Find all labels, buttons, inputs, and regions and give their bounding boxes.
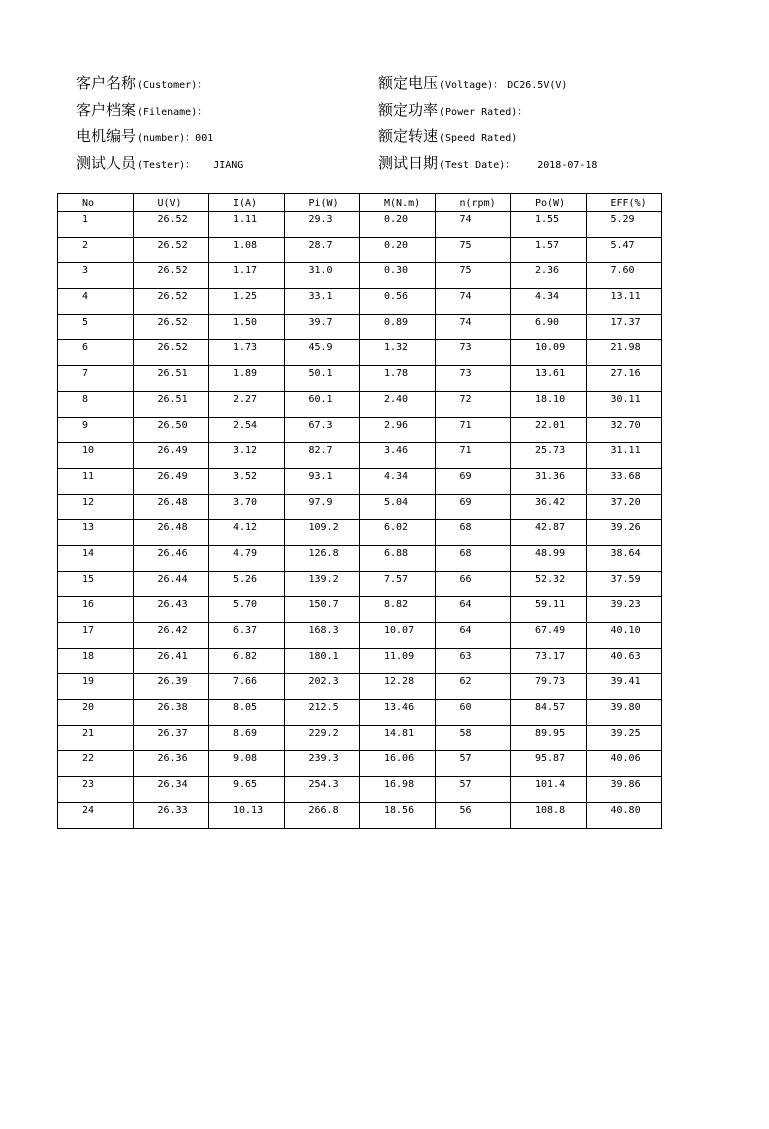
table-cell: 10.09 xyxy=(511,340,587,366)
table-cell: 26.52 xyxy=(133,289,209,315)
column-header: Pi(W) xyxy=(284,194,360,212)
table-row xyxy=(58,340,662,366)
table-row xyxy=(58,289,662,315)
table-cell: 26.51 xyxy=(133,366,209,392)
table-cell: 57 xyxy=(435,777,511,803)
table-cell: 37.20 xyxy=(586,494,662,520)
table-cell: 13.46 xyxy=(360,700,436,726)
table-row xyxy=(58,314,662,340)
table-cell: 26.42 xyxy=(133,623,209,649)
table-cell: 11.09 xyxy=(360,648,436,674)
table-cell: 150.7 xyxy=(284,597,360,623)
table-cell: 28.7 xyxy=(284,237,360,263)
test-info-header xyxy=(76,72,716,178)
table-row xyxy=(58,417,662,443)
table-cell: 5 xyxy=(58,314,134,340)
table-cell: 5.70 xyxy=(209,597,285,623)
table-cell: 50.1 xyxy=(284,366,360,392)
table-cell: 20 xyxy=(58,700,134,726)
table-cell: 126.8 xyxy=(284,545,360,571)
table-cell: 5.26 xyxy=(209,571,285,597)
table-cell: 6.02 xyxy=(360,520,436,546)
table-cell: 18.56 xyxy=(360,802,436,828)
table-cell: 7.66 xyxy=(209,674,285,700)
table-cell: 60 xyxy=(435,700,511,726)
table-cell: 26.44 xyxy=(133,571,209,597)
table-cell: 31.36 xyxy=(511,468,587,494)
table-cell: 5.29 xyxy=(586,212,662,238)
table-row xyxy=(58,777,662,803)
table-cell: 82.7 xyxy=(284,443,360,469)
table-cell: 16 xyxy=(58,597,134,623)
table-cell: 26.41 xyxy=(133,648,209,674)
table-cell: 5.04 xyxy=(360,494,436,520)
table-cell: 2.27 xyxy=(209,391,285,417)
table-cell: 212.5 xyxy=(284,700,360,726)
table-cell: 67.3 xyxy=(284,417,360,443)
table-cell: 2.36 xyxy=(511,263,587,289)
table-cell: 60.1 xyxy=(284,391,360,417)
table-cell: 26.46 xyxy=(133,545,209,571)
table-cell: 2 xyxy=(58,237,134,263)
power-field xyxy=(378,99,531,120)
table-cell: 0.56 xyxy=(360,289,436,315)
table-row xyxy=(58,237,662,263)
table-cell: 33.68 xyxy=(586,468,662,494)
table-cell: 39.26 xyxy=(586,520,662,546)
table-cell: 39.25 xyxy=(586,725,662,751)
table-cell: 26.48 xyxy=(133,494,209,520)
table-cell: 40.63 xyxy=(586,648,662,674)
table-cell: 63 xyxy=(435,648,511,674)
table-cell: 1.11 xyxy=(209,212,285,238)
table-cell: 229.2 xyxy=(284,725,360,751)
table-row xyxy=(58,520,662,546)
date-value: 2018-07-18 xyxy=(537,159,598,171)
table-cell: 26.39 xyxy=(133,674,209,700)
table-row xyxy=(58,751,662,777)
table-cell: 14 xyxy=(58,545,134,571)
table-cell: 31.11 xyxy=(586,443,662,469)
table-cell: 73 xyxy=(435,366,511,392)
table-cell: 93.1 xyxy=(284,468,360,494)
table-cell: 75 xyxy=(435,263,511,289)
table-cell: 58 xyxy=(435,725,511,751)
motor-test-table xyxy=(57,193,662,829)
table-cell: 95.87 xyxy=(511,751,587,777)
table-cell: 45.9 xyxy=(284,340,360,366)
info-row-2 xyxy=(76,99,716,126)
table-cell: 109.2 xyxy=(284,520,360,546)
table-cell: 26.37 xyxy=(133,725,209,751)
column-header: I(A) xyxy=(209,194,285,212)
table-cell: 1.50 xyxy=(209,314,285,340)
table-cell: 1.17 xyxy=(209,263,285,289)
table-cell: 24 xyxy=(58,802,134,828)
table-cell: 1.25 xyxy=(209,289,285,315)
table-cell: 16.06 xyxy=(360,751,436,777)
table-cell: 6 xyxy=(58,340,134,366)
table-cell: 27.16 xyxy=(586,366,662,392)
table-cell: 101.4 xyxy=(511,777,587,803)
table-cell: 97.9 xyxy=(284,494,360,520)
voltage-value: DC26.5V(V) xyxy=(507,80,568,91)
table-cell: 26.52 xyxy=(133,314,209,340)
speed-label-en: (Speed Rated) xyxy=(439,133,518,144)
table-cell: 266.8 xyxy=(284,802,360,828)
table-row xyxy=(58,366,662,392)
table-cell: 52.32 xyxy=(511,571,587,597)
table-cell: 21.98 xyxy=(586,340,662,366)
table-cell: 0.20 xyxy=(360,237,436,263)
table-cell: 17.37 xyxy=(586,314,662,340)
table-cell: 71 xyxy=(435,417,511,443)
column-header: No xyxy=(58,194,134,212)
table-cell: 26.49 xyxy=(133,443,209,469)
table-cell: 39.86 xyxy=(586,777,662,803)
table-cell: 0.20 xyxy=(360,212,436,238)
table-cell: 7.57 xyxy=(360,571,436,597)
table-cell: 1.78 xyxy=(360,366,436,392)
customer-label-en: (Customer)： xyxy=(137,80,208,91)
voltage-label: 额定电压 xyxy=(378,74,439,92)
info-row-1 xyxy=(76,72,716,99)
table-cell: 13.11 xyxy=(586,289,662,315)
filename-field xyxy=(76,99,211,120)
table-cell: 37.59 xyxy=(586,571,662,597)
table-cell: 10.07 xyxy=(360,623,436,649)
table-cell: 64 xyxy=(435,623,511,649)
table-cell: 36.42 xyxy=(511,494,587,520)
table-cell: 4 xyxy=(58,289,134,315)
info-row-3 xyxy=(76,125,716,152)
table-cell: 1.32 xyxy=(360,340,436,366)
number-label-en: (number)：001 xyxy=(137,133,214,144)
table-cell: 26.52 xyxy=(133,212,209,238)
table-cell: 168.3 xyxy=(284,623,360,649)
table-cell: 26.43 xyxy=(133,597,209,623)
tester-field xyxy=(76,152,243,173)
table-cell: 26.48 xyxy=(133,520,209,546)
table-cell: 26.49 xyxy=(133,468,209,494)
table-row xyxy=(58,597,662,623)
table-cell: 1.89 xyxy=(209,366,285,392)
table-cell: 26.50 xyxy=(133,417,209,443)
voltage-field xyxy=(378,72,567,93)
table-cell: 31.0 xyxy=(284,263,360,289)
table-cell: 3.46 xyxy=(360,443,436,469)
table-cell: 26.36 xyxy=(133,751,209,777)
column-header: U(V) xyxy=(133,194,209,212)
column-header: EFF(%) xyxy=(586,194,662,212)
table-cell: 1.55 xyxy=(511,212,587,238)
table-cell: 17 xyxy=(58,623,134,649)
table-cell: 40.10 xyxy=(586,623,662,649)
table-row xyxy=(58,494,662,520)
power-label-en: (Power Rated)： xyxy=(439,106,528,118)
filename-label-en: (Filename)： xyxy=(137,106,208,118)
table-cell: 25.73 xyxy=(511,443,587,469)
table-cell: 13.61 xyxy=(511,366,587,392)
date-label-en: (Test Date)： xyxy=(439,159,516,171)
date-label: 测试日期 xyxy=(378,153,439,172)
table-cell: 9.08 xyxy=(209,751,285,777)
table-cell: 33.1 xyxy=(284,289,360,315)
table-cell: 2.40 xyxy=(360,391,436,417)
table-cell: 39.41 xyxy=(586,674,662,700)
table-cell: 39.23 xyxy=(586,597,662,623)
table-row xyxy=(58,648,662,674)
table-cell: 40.80 xyxy=(586,802,662,828)
voltage-label-en: (Voltage)： xyxy=(439,80,504,91)
table-cell: 3.12 xyxy=(209,443,285,469)
table-cell: 13 xyxy=(58,520,134,546)
table-cell: 74 xyxy=(435,314,511,340)
table-row xyxy=(58,571,662,597)
tester-label-en: (Tester)： xyxy=(137,159,196,171)
table-cell: 67.49 xyxy=(511,623,587,649)
table-cell: 0.89 xyxy=(360,314,436,340)
table-cell: 56 xyxy=(435,802,511,828)
table-cell: 202.3 xyxy=(284,674,360,700)
table-cell: 4.34 xyxy=(511,289,587,315)
table-cell: 68 xyxy=(435,545,511,571)
table-row xyxy=(58,674,662,700)
table-cell: 5.47 xyxy=(586,237,662,263)
table-cell: 26.38 xyxy=(133,700,209,726)
table-cell: 89.95 xyxy=(511,725,587,751)
column-header: n(rpm) xyxy=(435,194,511,212)
table-cell: 4.34 xyxy=(360,468,436,494)
table-cell: 1.73 xyxy=(209,340,285,366)
table-cell: 26.51 xyxy=(133,391,209,417)
table-cell: 62 xyxy=(435,674,511,700)
table-cell: 18 xyxy=(58,648,134,674)
table-cell: 21 xyxy=(58,725,134,751)
table-cell: 73 xyxy=(435,340,511,366)
table-cell: 39.80 xyxy=(586,700,662,726)
table-cell: 1.08 xyxy=(209,237,285,263)
column-header: Po(W) xyxy=(511,194,587,212)
table-header-row xyxy=(58,194,662,212)
table-cell: 12.28 xyxy=(360,674,436,700)
table-cell: 26.34 xyxy=(133,777,209,803)
date-field xyxy=(378,152,597,173)
table-cell: 254.3 xyxy=(284,777,360,803)
table-cell: 1.57 xyxy=(511,237,587,263)
tester-label: 测试人员 xyxy=(76,153,137,172)
power-label: 额定功率 xyxy=(378,100,439,119)
table-body xyxy=(58,212,662,829)
table-cell: 12 xyxy=(58,494,134,520)
table-cell: 26.52 xyxy=(133,263,209,289)
table-cell: 23 xyxy=(58,777,134,803)
table-row xyxy=(58,468,662,494)
table-cell: 19 xyxy=(58,674,134,700)
table-cell: 71 xyxy=(435,443,511,469)
column-header: M(N.m) xyxy=(360,194,436,212)
table-cell: 180.1 xyxy=(284,648,360,674)
table-cell: 79.73 xyxy=(511,674,587,700)
number-field xyxy=(76,125,217,146)
table-cell: 2.96 xyxy=(360,417,436,443)
table-cell: 69 xyxy=(435,494,511,520)
table-cell: 1 xyxy=(58,212,134,238)
tester-value: JIANG xyxy=(213,159,244,171)
table-cell: 108.8 xyxy=(511,802,587,828)
table-row xyxy=(58,263,662,289)
table-cell: 22 xyxy=(58,751,134,777)
number-label: 电机编号 xyxy=(76,127,137,145)
table-cell: 64 xyxy=(435,597,511,623)
speed-label: 额定转速 xyxy=(378,127,439,145)
table-cell: 8.05 xyxy=(209,700,285,726)
table-cell: 57 xyxy=(435,751,511,777)
customer-field xyxy=(76,72,211,93)
table-cell: 42.87 xyxy=(511,520,587,546)
table-cell: 9.65 xyxy=(209,777,285,803)
table-cell: 39.7 xyxy=(284,314,360,340)
customer-label: 客户名称 xyxy=(76,74,137,92)
table-cell: 3.70 xyxy=(209,494,285,520)
table-row xyxy=(58,391,662,417)
table-cell: 29.3 xyxy=(284,212,360,238)
table-cell: 26.52 xyxy=(133,340,209,366)
table-cell: 4.79 xyxy=(209,545,285,571)
table-cell: 6.88 xyxy=(360,545,436,571)
table-cell: 14.81 xyxy=(360,725,436,751)
table-cell: 68 xyxy=(435,520,511,546)
table-cell: 84.57 xyxy=(511,700,587,726)
table-cell: 22.01 xyxy=(511,417,587,443)
table-cell: 16.98 xyxy=(360,777,436,803)
table-cell: 3.52 xyxy=(209,468,285,494)
table-cell: 75 xyxy=(435,237,511,263)
table-cell: 10.13 xyxy=(209,802,285,828)
table-cell: 7 xyxy=(58,366,134,392)
table-cell: 72 xyxy=(435,391,511,417)
info-row-4 xyxy=(76,152,716,179)
table-cell: 73.17 xyxy=(511,648,587,674)
table-cell: 32.70 xyxy=(586,417,662,443)
table-cell: 9 xyxy=(58,417,134,443)
table-row xyxy=(58,545,662,571)
table-row xyxy=(58,212,662,238)
table-row xyxy=(58,725,662,751)
table-cell: 6.90 xyxy=(511,314,587,340)
table-cell: 26.52 xyxy=(133,237,209,263)
table-cell: 239.3 xyxy=(284,751,360,777)
table-cell: 8 xyxy=(58,391,134,417)
table-cell: 7.60 xyxy=(586,263,662,289)
table-cell: 8.69 xyxy=(209,725,285,751)
filename-label: 客户档案 xyxy=(76,100,137,119)
table-cell: 4.12 xyxy=(209,520,285,546)
table-cell: 8.82 xyxy=(360,597,436,623)
table-row xyxy=(58,443,662,469)
table-cell: 59.11 xyxy=(511,597,587,623)
table-cell: 26.33 xyxy=(133,802,209,828)
table-cell: 74 xyxy=(435,212,511,238)
speed-field xyxy=(378,125,521,146)
table-row xyxy=(58,623,662,649)
table-cell: 11 xyxy=(58,468,134,494)
table-cell: 48.99 xyxy=(511,545,587,571)
table-cell: 40.06 xyxy=(586,751,662,777)
table-cell: 18.10 xyxy=(511,391,587,417)
table-row xyxy=(58,700,662,726)
table-cell: 10 xyxy=(58,443,134,469)
table-cell: 0.30 xyxy=(360,263,436,289)
table-cell: 38.64 xyxy=(586,545,662,571)
table-cell: 69 xyxy=(435,468,511,494)
table-cell: 74 xyxy=(435,289,511,315)
table-row xyxy=(58,802,662,828)
table-cell: 6.37 xyxy=(209,623,285,649)
table-cell: 2.54 xyxy=(209,417,285,443)
table-cell: 30.11 xyxy=(586,391,662,417)
table-cell: 15 xyxy=(58,571,134,597)
table-cell: 6.82 xyxy=(209,648,285,674)
table-cell: 3 xyxy=(58,263,134,289)
table-cell: 139.2 xyxy=(284,571,360,597)
table-cell: 66 xyxy=(435,571,511,597)
